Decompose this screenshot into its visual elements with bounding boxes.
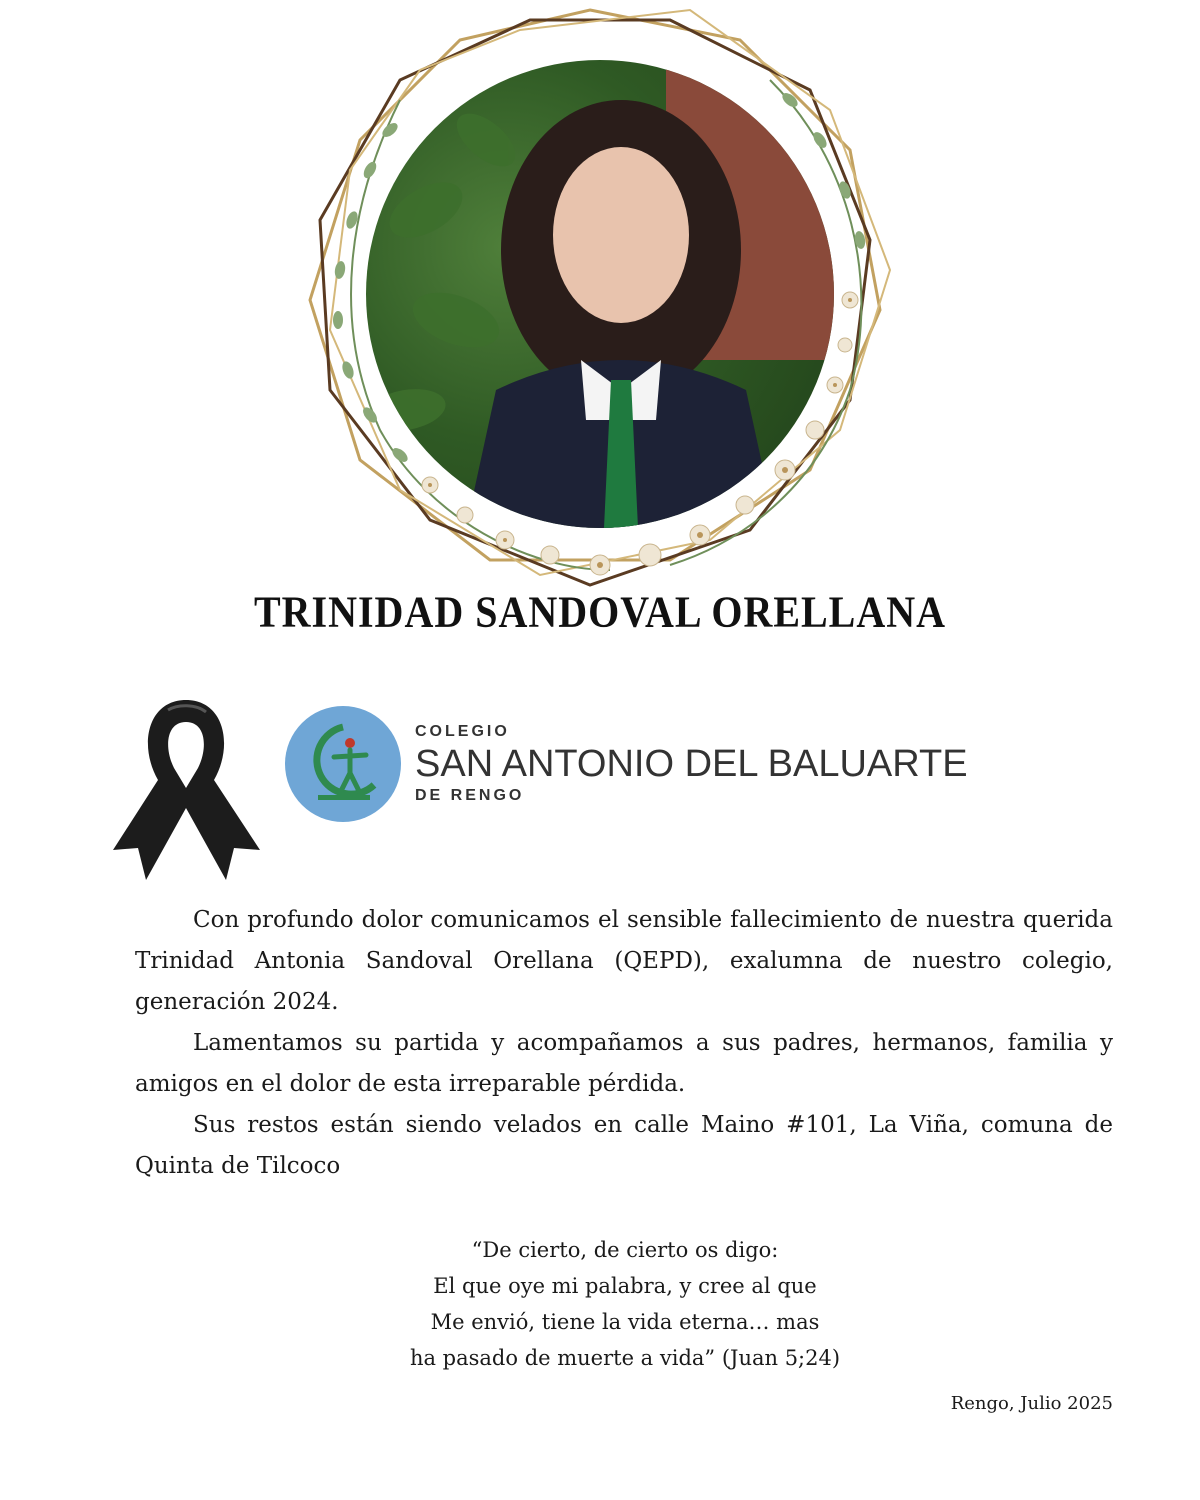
face (553, 147, 689, 323)
quote-line: “De cierto, de cierto os digo: (471, 1238, 779, 1262)
deceased-name: TRINIDAD SANDOVAL ORELLANA (253, 586, 947, 637)
school-logo (284, 705, 402, 823)
quote-line: Me envió, tiene la vida eterna… mas (430, 1310, 820, 1334)
place-date: Rengo, Julio 2025 (950, 1393, 1113, 1414)
announcement-paragraph: Sus restos están siendo velados en calle Maino #101, La Viña, comuna de Quinta de Tilcoco (135, 1112, 1113, 1179)
school-name (415, 722, 968, 806)
announcement-paragraph: Lamentamos su partida y acompañamos a sus padres, hermanos, familia y amigos en el dolor de esta irreparable pérdida. (135, 1030, 1113, 1097)
portrait-photo (366, 60, 834, 528)
school-line-city: DE RENGO (415, 787, 525, 804)
mourning-ribbon-icon (108, 690, 263, 890)
school-line-name: SAN ANTONIO DEL BALUARTE (415, 743, 968, 785)
bible-quote (0, 1232, 1200, 1376)
announcement-paragraph: Con profundo dolor comunicamos el sensible fallecimiento de nuestra querida Trinidad Antonia Sandoval Orellana (QEPD), exalumna de nuestro colegio, generación 2024. (135, 907, 1113, 1015)
quote-line: ha pasado de muerte a vida” (Juan 5;24) (409, 1346, 841, 1370)
announcement-text (135, 900, 1113, 1187)
quote-line: El que oye mi palabra, y cree al que (433, 1274, 817, 1298)
school-line-colegio: COLEGIO (415, 723, 510, 740)
